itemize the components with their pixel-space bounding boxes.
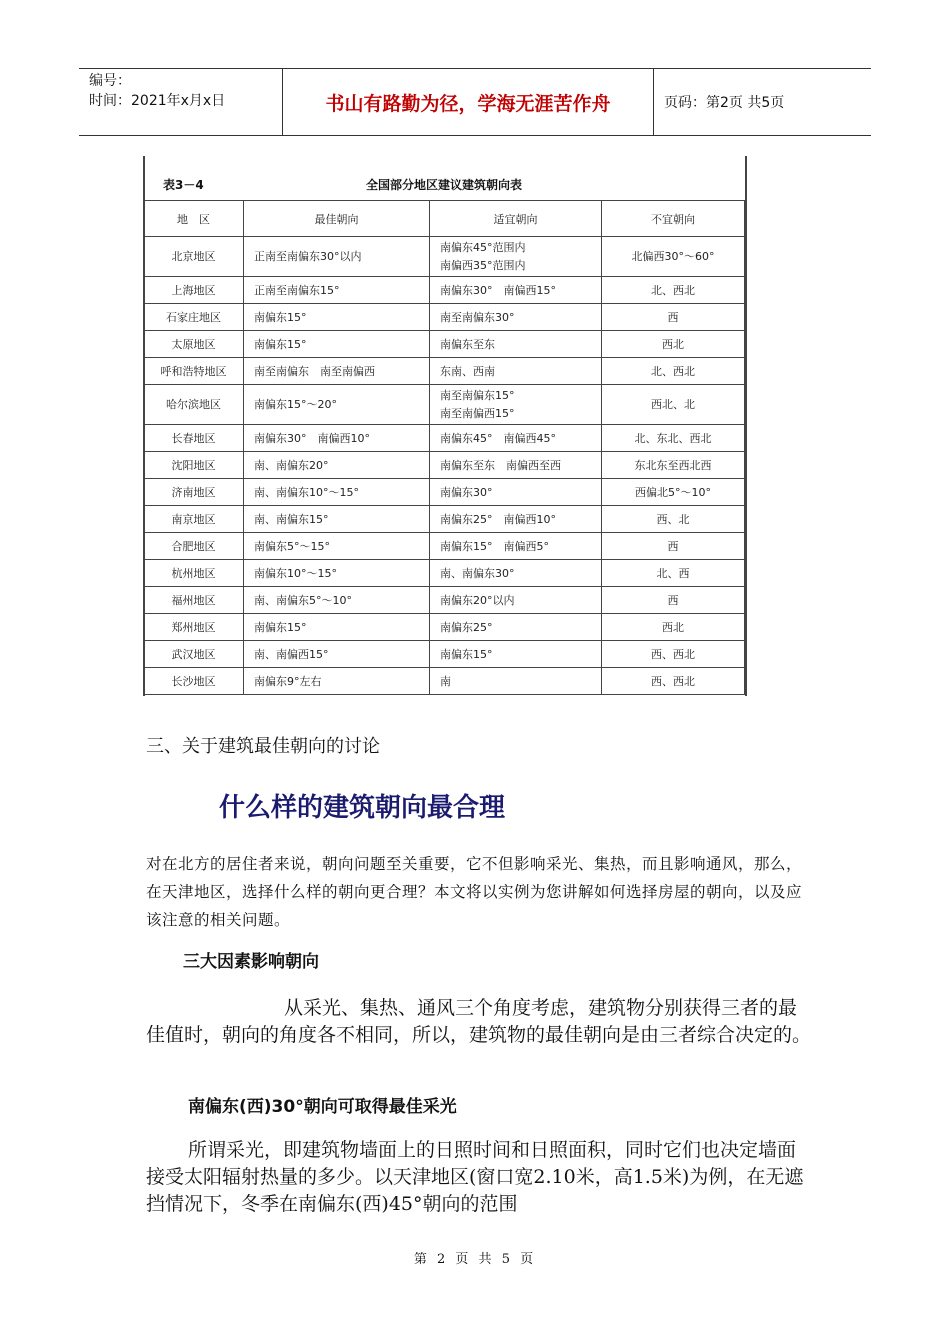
cell-region: 沈阳地区 [144,452,244,479]
cell-region: 南京地区 [144,506,244,533]
cell-suitable [430,641,602,668]
subheading-factors: 三大因素影响朝向 [183,952,319,972]
cell-suitable [430,237,602,277]
cell-suitable [430,452,602,479]
table-number: 表3－4 [163,178,204,192]
cell-suitable-line: 南偏东45°范围内 [440,240,526,254]
cell-suitable [430,506,602,533]
cell-unsuitable: 西、西北 [602,641,745,668]
cell-unsuitable: 北、西北 [602,277,745,304]
cell-suitable [430,277,602,304]
table-row [144,385,745,425]
cell-best: 南至南偏东 南至南偏西 [244,358,430,385]
table-row [144,533,745,560]
cell-suitable [430,385,602,425]
cell-suitable [430,560,602,587]
cell-suitable-line: 南至南偏东15° [440,388,515,402]
cell-region: 武汉地区 [144,641,244,668]
col-header-region: 地 区 [144,201,244,237]
lighting-paragraph [146,1137,811,1218]
cell-best: 南、南偏东20° [244,452,430,479]
cell-best: 南偏东10°～15° [244,560,430,587]
cell-unsuitable: 西、北 [602,506,745,533]
table-row [144,358,745,385]
cell-unsuitable: 北偏西30°～60° [602,237,745,277]
cell-suitable-line: 东南、西南 [440,365,495,378]
orientation-table-scan [143,156,750,698]
table-row [144,452,745,479]
cell-unsuitable: 北、西 [602,560,745,587]
header-page-info: 页码：第2页 共5页 [664,95,785,111]
factors-paragraph [146,995,811,1049]
cell-unsuitable: 西 [602,587,745,614]
table-row [144,641,745,668]
table-row [144,331,745,358]
col-header-best: 最佳朝向 [244,201,430,237]
cell-suitable-line: 南 [440,675,451,688]
cell-region: 长春地区 [144,425,244,452]
cell-suitable [430,587,602,614]
table-row [144,237,745,277]
page-footer: 第 2 页 共 5 页 [413,1252,537,1267]
cell-suitable-line: 南至南偏西15° [440,406,515,420]
table-row [144,560,745,587]
intro-paragraph: 对在北方的居住者来说，朝向问题至关重要，它不但影响采光、集热，而且影响通风，那么，在天津地区，选择什么样的朝向更合理？本文将以实例为您讲解如何选择房屋的朝向，以及应该注意的相关问题。 [146,855,803,929]
cell-suitable-line: 南偏东30° [440,486,493,499]
section-heading: 三、关于建筑最佳朝向的讨论 [146,736,380,757]
cell-region: 太原地区 [144,331,244,358]
cell-unsuitable: 东北东至西北西 [602,452,745,479]
cell-region: 杭州地区 [144,560,244,587]
cell-unsuitable: 西 [602,533,745,560]
cell-unsuitable: 北、西北 [602,358,745,385]
cell-suitable-line: 南、南偏东30° [440,567,515,580]
cell-region: 上海地区 [144,277,244,304]
col-header-unsuitable: 不宜朝向 [602,201,745,237]
cell-region: 北京地区 [144,237,244,277]
cell-best: 南、南偏西15° [244,641,430,668]
cell-best: 南偏东5°～15° [244,533,430,560]
cell-suitable-line: 南偏东30° 南偏西15° [440,284,556,297]
table-title: 全国部分地区建议建筑朝向表 [365,178,522,192]
table-row [144,668,745,695]
table-row [144,277,745,304]
cell-suitable [430,668,602,695]
subheading-lighting: 南偏东(西)30°朝向可取得最佳采光 [188,1097,457,1117]
cell-suitable [430,331,602,358]
header-motto: 书山有路勤为径，学海无涯苦作舟 [282,69,654,135]
cell-suitable-line: 南偏东45° 南偏西45° [440,432,556,445]
cell-suitable-line: 南偏东15° 南偏西5° [440,540,549,553]
cell-best: 南偏东15°～20° [244,385,430,425]
cell-unsuitable: 西偏北5°～10° [602,479,745,506]
cell-unsuitable: 北、东北、西北 [602,425,745,452]
cell-best: 南、南偏东10°～15° [244,479,430,506]
cell-best: 正南至南偏东15° [244,277,430,304]
table-row [144,587,745,614]
cell-unsuitable: 西、西北 [602,668,745,695]
cell-suitable-line: 南偏东至东 南偏西至西 [440,459,561,472]
table-row [144,506,745,533]
cell-unsuitable: 西 [602,304,745,331]
table-caption [143,170,745,200]
cell-suitable-line: 南偏东15° [440,648,493,661]
table-row [144,614,745,641]
cell-suitable [430,614,602,641]
cell-unsuitable: 西北 [602,331,745,358]
cell-suitable-line: 南偏东25° 南偏西10° [440,513,556,526]
cell-best: 南偏东15° [244,304,430,331]
cell-suitable [430,358,602,385]
cell-suitable-line: 南偏东至东 [440,338,495,351]
serial-label: 编号： [89,73,131,89]
cell-suitable [430,425,602,452]
table-row [144,425,745,452]
cell-region: 郑州地区 [144,614,244,641]
cell-region: 合肥地区 [144,533,244,560]
table-header-row [144,201,745,237]
cell-region: 济南地区 [144,479,244,506]
cell-best: 南、南偏东5°～10° [244,587,430,614]
cell-region: 哈尔滨地区 [144,385,244,425]
cell-suitable [430,479,602,506]
page-header [79,68,871,136]
cell-best: 南偏东15° [244,331,430,358]
cell-region: 长沙地区 [144,668,244,695]
cell-unsuitable: 西北、北 [602,385,745,425]
col-header-suitable: 适宜朝向 [430,201,602,237]
cell-suitable-line: 南偏西35°范围内 [440,258,526,272]
cell-best: 南偏东15° [244,614,430,641]
factors-paragraph-text: 从采光、集热、通风三个角度考虑，建筑物分别获得三者的最佳值时，朝向的角度各不相同，所以，建筑物的最佳朝向是由三者综合决定的。 [146,997,812,1046]
time-label: 时间：2021年x月x日 [89,93,226,109]
cell-unsuitable: 西北 [602,614,745,641]
cell-suitable-line: 南偏东20°以内 [440,594,515,607]
lighting-paragraph-text: 所谓采光，即建筑物墙面上的日照时间和日照面积，同时它们也决定墙面接受太阳辐射热量的多少。以天津地区(窗口宽2.10米，高1.5米)为例，在无遮挡情况下，冬季在南偏东(西)45°朝向的范围 [146,1139,804,1215]
cell-region: 石家庄地区 [144,304,244,331]
cell-suitable-line: 南偏东25° [440,621,493,634]
cell-best: 正南至南偏东30°以内 [244,237,430,277]
cell-suitable-line: 南至南偏东30° [440,311,515,324]
cell-region: 呼和浩特地区 [144,358,244,385]
cell-suitable [430,304,602,331]
cell-best: 南、南偏东15° [244,506,430,533]
cell-best: 南偏东9°左右 [244,668,430,695]
cell-region: 福州地区 [144,587,244,614]
cell-best: 南偏东30° 南偏西10° [244,425,430,452]
table-row [144,479,745,506]
header-meta [79,69,282,135]
scan-right-edge [745,156,747,696]
article-title: 什么样的建筑朝向最合理 [219,793,506,823]
orientation-table [143,200,745,695]
table-body [144,237,745,695]
cell-suitable [430,533,602,560]
table-row [144,304,745,331]
